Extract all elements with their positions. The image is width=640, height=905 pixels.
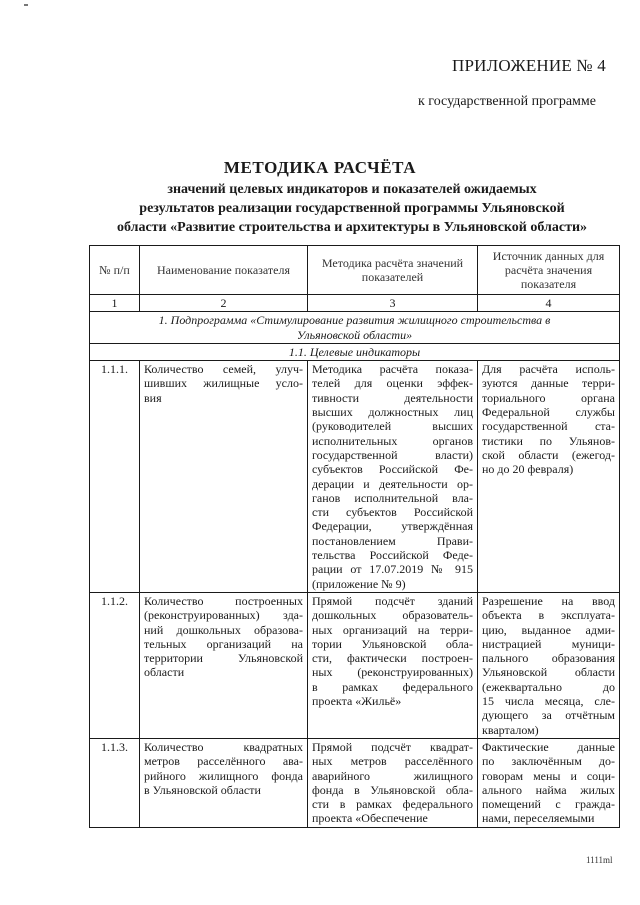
column-number-row	[90, 295, 620, 312]
subtitle-line: области «Развитие строительства и архитектуры в Ульяновской области»	[116, 220, 588, 235]
text-line: ных организаций на терри-	[312, 622, 473, 637]
text-line: шивших жилищные усло-	[144, 376, 303, 391]
text-line: ального найма жилых	[482, 782, 615, 797]
text-line: 15 числа месяца, сле-	[482, 694, 615, 709]
text-line: тивности деятельности	[312, 390, 473, 405]
text-line: Ульяновской области	[482, 665, 615, 680]
scan-dot	[24, 4, 28, 6]
text-line: Прямой подсчёт зданий	[312, 593, 473, 608]
text-line: проекта «Обеспечение	[312, 811, 428, 826]
text-line: вия	[144, 390, 162, 405]
text-line: в рамках федерального	[312, 679, 473, 694]
text-line: дующего за отчётным	[482, 708, 615, 723]
footer-code: 1111ml	[586, 855, 613, 865]
calculation-method	[308, 738, 478, 827]
appendix-subtitle: к государственной программе	[418, 94, 596, 109]
text-line: сти, фактически построен-	[312, 651, 473, 666]
appendix-title: ПРИЛОЖЕНИЕ № 4	[452, 56, 606, 75]
text-line: территории Ульяновской	[144, 651, 303, 666]
data-source	[478, 592, 620, 738]
text-line: (руководителей высших	[312, 419, 473, 434]
text-line: рийного жилищного фонда	[144, 768, 303, 783]
text-line: области	[144, 665, 185, 680]
text-line: Федеральной службы	[482, 405, 615, 420]
text-line: Количество построенных	[144, 593, 303, 608]
table-header-row	[90, 246, 620, 295]
indicator-name	[140, 361, 308, 593]
text-line: нистрацией муници-	[482, 636, 615, 651]
text-line: Методика расчёта показа-	[312, 362, 473, 377]
text-line: Разрешение на ввод	[482, 593, 615, 608]
text-line: государственной ста-	[482, 419, 615, 434]
text-line: постановлением Прави-	[312, 533, 473, 548]
text-line: пального образования	[482, 651, 615, 666]
text-line: ний дошкольных образова-	[144, 622, 303, 637]
text-line: объекта в эксплуата-	[482, 608, 615, 623]
document-title: МЕТОДИКА РАСЧЁТА	[223, 158, 417, 177]
text-line: тистики по Ульянов-	[482, 433, 615, 448]
text-line: (реконструированных) зда-	[144, 608, 303, 623]
data-source	[478, 738, 620, 827]
column-number: 1	[90, 295, 140, 312]
column-header-name: Наименование показателя	[140, 246, 308, 295]
subsection-row	[90, 343, 620, 360]
text-line: метров расселённого ава-	[144, 754, 303, 769]
table-row	[90, 738, 620, 827]
text-line: телей для оценки эффек-	[312, 376, 473, 391]
subtitle-line: значений целевых индикаторов и показателей ожидаемых	[167, 182, 537, 197]
text-line: тельства Российской Феде-	[312, 548, 473, 563]
methodology-table	[89, 245, 620, 828]
text-line: цию, выданное адми-	[482, 622, 615, 637]
text-line: (приложение № 9)	[312, 576, 406, 591]
text-line: дерации и деятельности ор-	[312, 476, 473, 491]
table-row	[90, 361, 620, 593]
document-subtitle	[82, 180, 622, 237]
text-line: но до 20 февраля)	[482, 462, 574, 477]
column-number: 4	[478, 295, 620, 312]
text-line: проекта «Жильё»	[312, 694, 402, 709]
subtitle-line: результатов реализации государственной программы Ульяновской	[139, 201, 565, 216]
text-line: ской области (ежегод-	[482, 447, 615, 462]
text-line: тории Ульяновской обла-	[312, 636, 473, 651]
text-line: говорам мены и соци-	[482, 768, 615, 783]
text-line: в Ульяновской области	[144, 782, 261, 797]
text-line: ториального органа	[482, 390, 615, 405]
column-header-number: № п/п	[90, 246, 140, 295]
calculation-method	[308, 592, 478, 738]
row-number: 1.1.3.	[90, 738, 140, 827]
text-line: Количество семей, улуч-	[144, 362, 303, 377]
column-number: 2	[140, 295, 308, 312]
text-line: фонда в Ульяновской обла-	[312, 782, 473, 797]
text-line: Количество квадратных	[144, 739, 303, 754]
text-line: по заключённым до-	[482, 754, 615, 769]
calculation-method	[308, 361, 478, 593]
text-line: (ежеквартально до	[482, 679, 615, 694]
text-line: тельных организаций на	[144, 636, 303, 651]
text-line: высших должностных лиц	[312, 405, 473, 420]
section-heading: 1. Подпрограмма «Стимулирование развития жилищного строительства в Ульяновской области»	[90, 312, 620, 344]
column-header-method: Методика расчёта значений показателей	[308, 246, 478, 295]
row-number: 1.1.2.	[90, 592, 140, 738]
data-source	[478, 361, 620, 593]
subsection-heading: 1.1. Целевые индикаторы	[90, 343, 620, 360]
text-line: ганов исполнительной вла-	[312, 490, 473, 505]
text-line: исполнительных органов	[312, 433, 473, 448]
text-line: Фактические данные	[482, 739, 615, 754]
indicator-name	[140, 592, 308, 738]
text-line: ных (реконструированных)	[312, 665, 473, 680]
text-line: сти субъектов Российской	[312, 505, 473, 520]
text-line: ных метров расселённого	[312, 754, 473, 769]
text-line: Для расчёта исполь-	[482, 362, 615, 377]
text-line: кварталом)	[482, 722, 539, 737]
text-line: государственной власти)	[312, 447, 473, 462]
text-line: Прямой подсчёт квадрат-	[312, 739, 473, 754]
row-number: 1.1.1.	[90, 361, 140, 593]
text-line: аварийного жилищного	[312, 768, 473, 783]
text-line: сти в рамках федерального	[312, 797, 473, 812]
column-number: 3	[308, 295, 478, 312]
text-line: рации от 17.07.2019 № 915	[312, 562, 473, 577]
table-row	[90, 592, 620, 738]
text-line: помещений с гражда-	[482, 797, 615, 812]
column-header-source: Источник данных для расчёта значения показателя	[478, 246, 620, 295]
text-line: субъектов Российской Фе-	[312, 462, 473, 477]
text-line: дошкольных образователь-	[312, 608, 473, 623]
indicator-name	[140, 738, 308, 827]
text-line: Федерации, утверждённая	[312, 519, 473, 534]
text-line: зуются данные терри-	[482, 376, 615, 391]
text-line: нами, переселяемыми	[482, 811, 595, 826]
section-row	[90, 312, 620, 344]
